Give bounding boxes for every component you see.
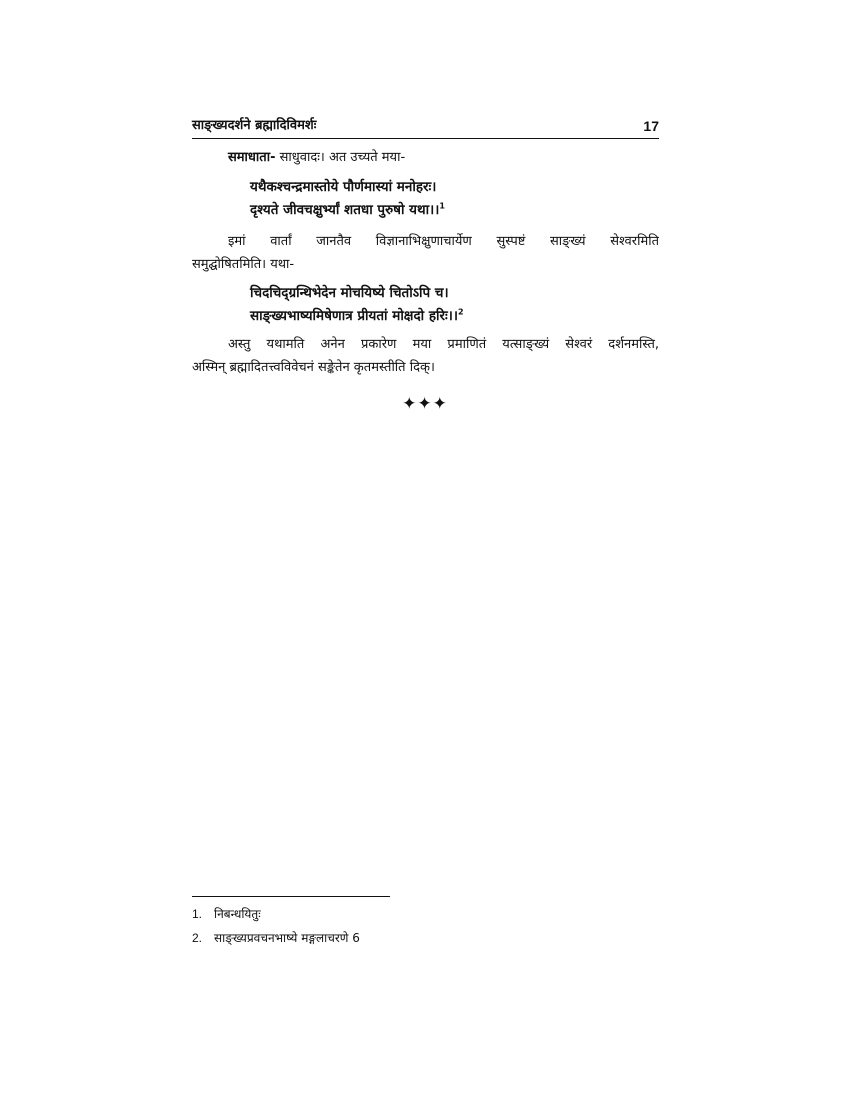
footnote-ref-1: 1 xyxy=(439,201,445,211)
footnote-1-text: निबन्धयितुः xyxy=(214,907,261,921)
page-number: 17 xyxy=(643,118,659,134)
running-header xyxy=(192,116,659,139)
speaker-text: साधुवादः। अत उच्यते मया- xyxy=(279,150,406,165)
verse-1-line-2 xyxy=(250,199,445,221)
paragraph-1-line-2: समुद्घोषितमिति। यथा- xyxy=(192,257,295,272)
verse-2-line-1: चिदचिद्ग्रन्थिभेदेन मोचयिष्ये चितोऽपि च। xyxy=(250,285,449,301)
footnote-2-number: 2. xyxy=(192,931,203,945)
footnote-2-text: साङ्ख्यप्रवचनभाष्ये मङ्गलाचरणे 6 xyxy=(214,931,360,945)
samadhata-line xyxy=(228,147,405,169)
section-end-ornament: ✦✦✦ xyxy=(402,394,448,414)
paragraph-2-line-2: अस्मिन् ब्रह्मादितत्त्वविवेचनं सङ्केतेन कृतमस्तीति दिक्। xyxy=(192,360,435,375)
footnote-1 xyxy=(192,904,261,924)
verse-1-line-1: यथैकश्चन्द्रमास्तोये पौर्णमास्यां मनोहरः। xyxy=(250,179,437,195)
footnote-divider xyxy=(192,896,390,897)
footnote-ref-2: 2 xyxy=(458,307,464,317)
speaker-label: समाधाता- xyxy=(228,150,276,165)
paragraph-2-line-1: अस्तु यथामति अनेन प्रकारेण मया प्रमाणितं यत्साङ्ख्यं सेश्वरं दर्शनमस्ति, xyxy=(228,337,659,352)
running-title: साङ्ख्यदर्शने ब्रह्मादिविमर्शः xyxy=(192,118,317,133)
paragraph-1-line-1: इमां वार्तां जानतैव विज्ञानाभिक्षुणाचार्येण सुस्पष्टं साङ्ख्यं सेश्वरमिति xyxy=(228,234,659,249)
verse-2-line-2-text: साङ्ख्यभाष्यमिषेणात्र प्रीयतां मोक्षदो हरिः।। xyxy=(250,308,458,324)
footnote-1-number: 1. xyxy=(192,907,203,921)
verse-1-line-2-text: दृश्यते जीवचक्षुर्भ्यां शतधा पुरुषो यथा।। xyxy=(250,202,440,218)
footnote-2 xyxy=(192,928,360,948)
verse-2-line-2 xyxy=(250,305,464,327)
